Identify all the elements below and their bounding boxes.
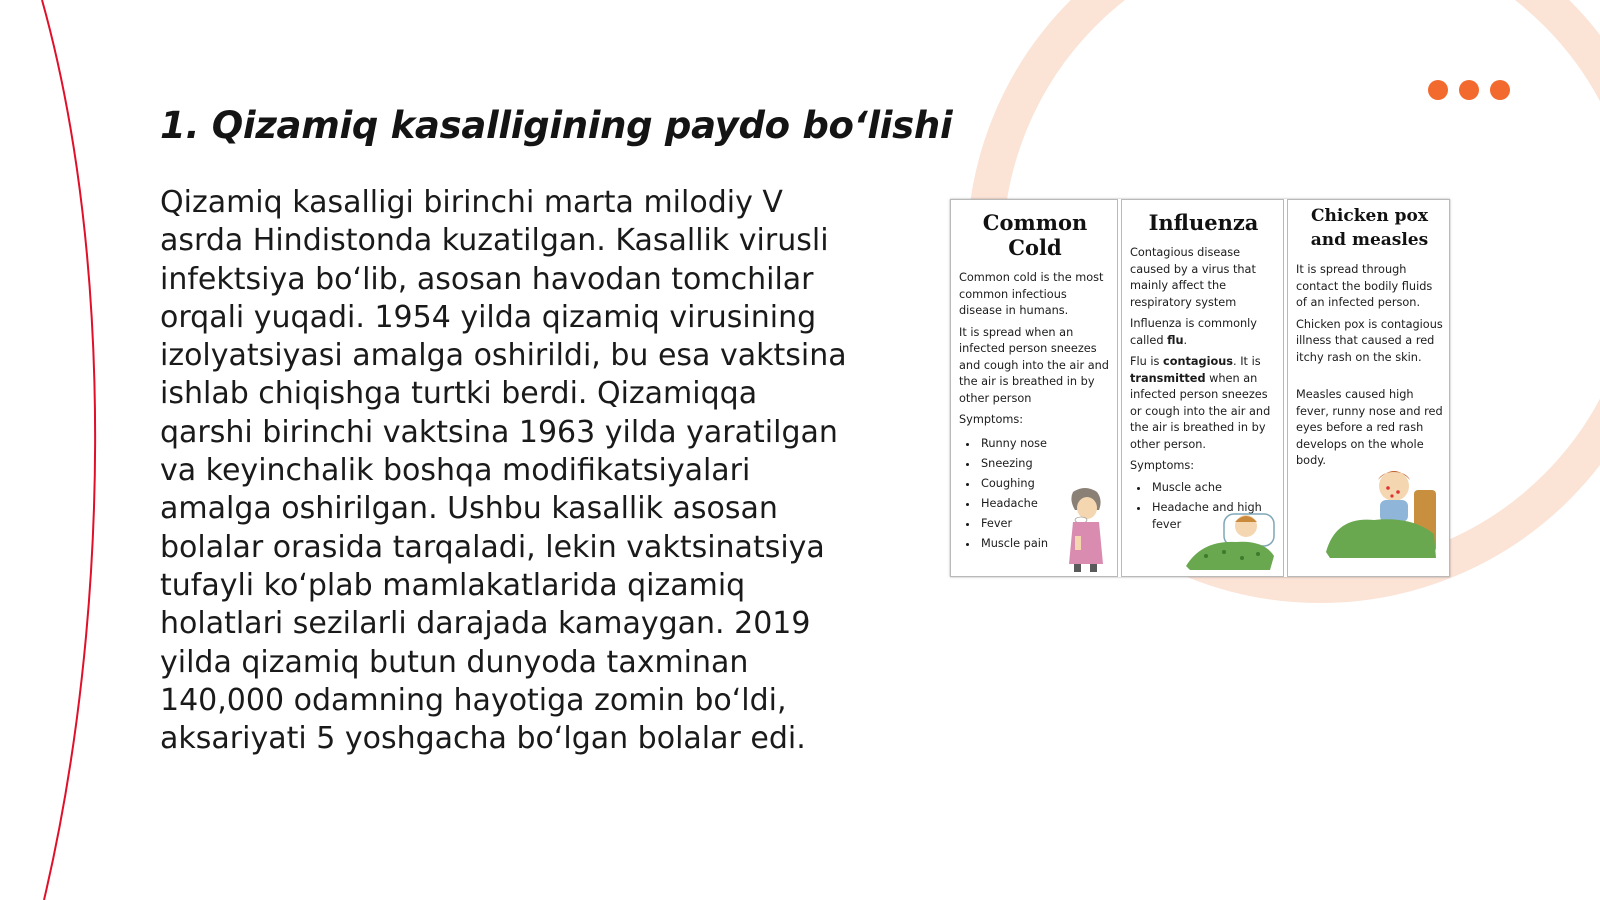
- list-item: • Runny nose: [979, 434, 1111, 454]
- spacer: [1296, 371, 1443, 387]
- slide-title: 1. Qizamiq kasalligining paydo bo‘lishi: [160, 104, 953, 147]
- influenza-text: .: [1183, 333, 1188, 347]
- list-item: • Fever: [979, 514, 1111, 534]
- common-cold-title: Common Cold: [982, 210, 1088, 260]
- list-item: • Muscle pain: [979, 534, 1111, 554]
- chicken-pox-spread: It is spread through contact the bodily fluids of an infected person.: [1296, 263, 1433, 309]
- slide-body-text: Qizamiq kasalligi birinchi marta milodiy V asrda Hindistonda kuzatilgan. Kasallik virusli infektsiya bo‘lib, asosan havodan tomchilar orqali yuqadi. 1954 yilda qizamiq virusining izolyatsiyasi amalga oshirildi, bu esa vaktsina ishlab chiqishga turtki berdi. Qizamiqqa qarshi birinchi vaktsina 1963 yilda yaratilgan va keyinchalik boshqa modifikatsiyalari amalga oshirilgan. Ushbu kasallik asosan bolalar orasida tarqaladi, lekin vaktsinatsiya tufayli ko‘plab mamlakatlarida qizamiq holatlari sezilarli darajada kamaygan. 2019 yilda qizamiq butun dunyoda taxminan 140,000 odamning hayotiga zomin bo‘ldi, aksariyati 5 yoshgacha bo‘lgan bolalar edi.: [160, 185, 847, 757]
- list-item: • Muscle ache: [1150, 480, 1277, 497]
- common-cold-description: Common cold is the most common infectious disease in humans.: [959, 271, 1104, 317]
- influenza-text-bold: transmitted: [1130, 371, 1206, 385]
- dot-icon: [1428, 80, 1448, 100]
- influenza-description: Contagious disease caused by a virus that mainly affect the respiratory system: [1130, 246, 1256, 309]
- dot-icon: [1459, 80, 1479, 100]
- decorative-dots: [1428, 80, 1510, 100]
- list-item: • Coughing: [979, 474, 1111, 494]
- list-item: • Headache: [979, 494, 1111, 514]
- list-item: • Headache and high fever: [1150, 500, 1277, 533]
- influenza-text: Flu is: [1130, 355, 1164, 368]
- influenza-title: Influenza: [1148, 210, 1259, 235]
- list-item: • Sneezing: [979, 454, 1111, 474]
- common-cold-panel: [950, 199, 1118, 577]
- common-cold-spread: It is spread when an infected person sneezes and cough into the air and the air is breathed in by other person: [959, 325, 1109, 405]
- influenza-common-name: [1130, 316, 1277, 349]
- chicken-pox-description: Chicken pox is contagious illness that caused a red itchy rash on the skin.: [1296, 317, 1443, 364]
- left-accent-line: [42, 0, 95, 900]
- child-with-rash-illustration: [1322, 462, 1446, 562]
- measles-description: Measles caused high fever, runny nose and red eyes before a red rash develops on the whole body.: [1296, 388, 1443, 467]
- influenza-panel: [1121, 199, 1284, 577]
- influenza-transmission: [1130, 354, 1277, 453]
- disease-comparison-figure: [950, 199, 1450, 577]
- chicken-pox-measles-panel: [1287, 199, 1450, 577]
- influenza-text-bold: contagious: [1163, 355, 1234, 368]
- influenza-symptoms-label: Symptoms:: [1130, 459, 1195, 472]
- influenza-text: . It is: [1233, 355, 1261, 368]
- dot-icon: [1490, 80, 1510, 100]
- chicken-pox-measles-title: Chicken pox and measles: [1310, 206, 1429, 250]
- influenza-text: when an infected person sneezes or cough into the air and the air is breathed in by other person.: [1130, 371, 1271, 451]
- influenza-text: Influenza is commonly called: [1130, 317, 1257, 347]
- common-cold-symptoms-label: Symptoms:: [959, 413, 1024, 426]
- sick-boy-in-bed-illustration: [1184, 500, 1280, 572]
- sick-woman-illustration: [1059, 486, 1115, 576]
- influenza-text-bold: flu: [1167, 333, 1184, 347]
